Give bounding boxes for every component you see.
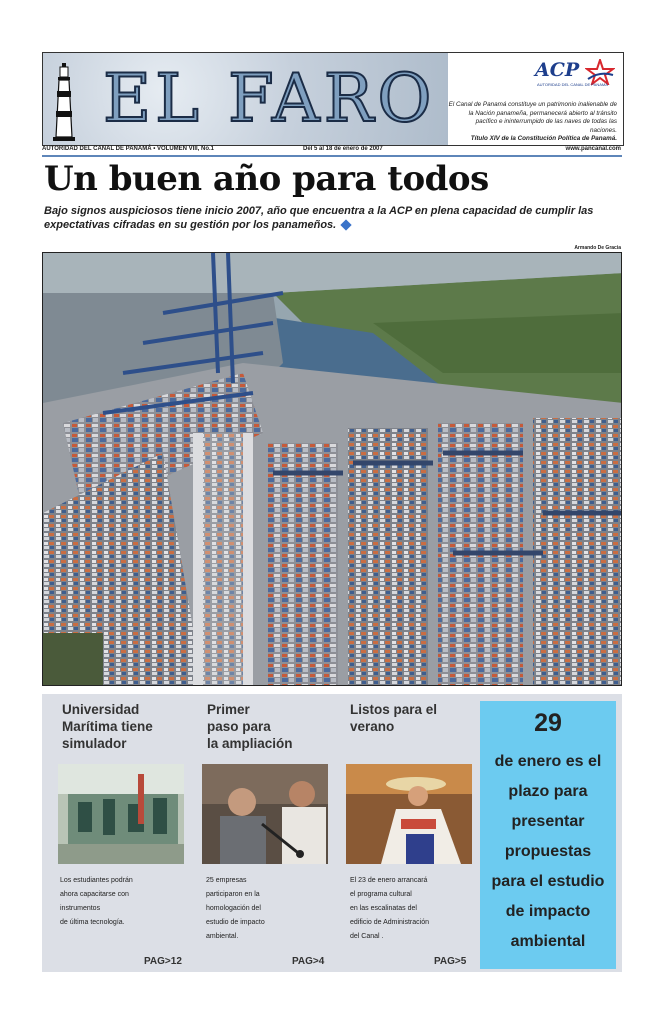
teaser-photo-simulator — [58, 764, 184, 864]
caption-line: estudio de impacto — [206, 919, 265, 926]
description-line: Título XIV de la Constitución Política de Panamá. — [470, 135, 617, 142]
callout-text — [480, 747, 616, 957]
caption-line: Los estudiantes podrán — [60, 877, 133, 884]
teaser-photo-dancer — [346, 764, 472, 864]
caption-line: de última tecnología. — [60, 919, 125, 926]
caption-line: 25 empresas — [206, 877, 247, 884]
teaser-title-line: Primer — [207, 702, 250, 717]
masthead — [42, 52, 624, 146]
page-ref-link[interactable]: PAG>5 — [434, 956, 467, 967]
masthead-banner — [43, 53, 448, 145]
teaser-title[interactable] — [350, 701, 480, 735]
teaser-photo-conference — [202, 764, 328, 864]
teaser-caption — [60, 874, 190, 930]
page-ref-link[interactable]: PAG>4 — [292, 956, 325, 967]
callout-line: de impacto — [505, 903, 591, 920]
acp-logo — [535, 59, 615, 97]
caption-line: del Canal . — [350, 933, 384, 940]
acp-logo-text: ACP — [535, 59, 580, 81]
teaser-title-line: Marítima tiene — [62, 719, 153, 734]
deadline-callout — [480, 701, 616, 969]
description-line: la Nación panameña, permanecerá abierto al tránsito — [468, 109, 617, 117]
teaser-title[interactable] — [207, 701, 337, 752]
headline: Un buen año para todos — [44, 159, 489, 199]
callout-line: plazo para — [508, 783, 588, 800]
teaser-title-line: simulador — [62, 736, 127, 751]
callout-line: presentar — [511, 813, 585, 830]
callout-line: ambiental — [510, 933, 586, 950]
hero-photo — [42, 252, 622, 686]
subheadline-text: Bajo signos auspiciosos tiene inicio 2007, año que encuentra a la ACP en plena capacidad de cumplir las expectativas cifradas en su gestión por los panameños. — [44, 205, 594, 231]
teaser-panel — [42, 694, 622, 972]
caption-line: ambiental. — [206, 933, 239, 940]
teaser-title[interactable] — [62, 701, 192, 752]
masthead-right — [448, 53, 623, 145]
lighthouse-icon — [49, 61, 79, 141]
teaser-title-line: Universidad — [62, 702, 140, 717]
masthead-title: EL FARO — [103, 60, 436, 137]
description-line: El Canal de Panamá constituye un patrimonio inalienable de — [448, 101, 617, 108]
caption-line: El 23 de enero arrancará — [350, 877, 428, 884]
caption-line: instrumentos — [60, 905, 101, 912]
caption-line: homologación del — [206, 905, 261, 912]
callout-line: propuestas — [504, 843, 592, 860]
teaser-title-line: Listos para el — [350, 702, 438, 717]
caption-line: edificio de Administración — [350, 919, 429, 926]
callout-line: de enero es el — [494, 753, 602, 770]
caption-line: en las escalinatas del — [350, 905, 417, 912]
teaser-title-line: la ampliación — [207, 736, 293, 751]
acp-logo-subtext: AUTORIDAD DEL CANAL DE PANAMÁ — [537, 82, 608, 87]
teaser-caption — [350, 874, 476, 944]
teaser-title-line: paso para — [207, 719, 271, 734]
masthead-description — [447, 101, 617, 144]
website-link[interactable]: www.pancanal.com — [565, 146, 621, 152]
callout-number: 29 — [534, 709, 562, 737]
teaser-caption — [206, 874, 326, 944]
issue-date: Del 5 al 18 de enero de 2007 — [303, 146, 383, 152]
page-ref-link[interactable]: PAG>12 — [144, 956, 182, 967]
subheadline — [44, 204, 624, 232]
description-line: pacífico e ininterrumpido de las naves de todas las naciones. — [475, 118, 617, 134]
teaser-title-line: verano — [350, 719, 395, 734]
callout-line: para el estudio — [491, 873, 605, 890]
caption-line: el programa cultural — [350, 891, 412, 898]
caption-line: participaron en la — [206, 891, 260, 898]
publisher-info: AUTORIDAD DEL CANAL DE PANAMÁ • VOLUMEN VIII, No.1 — [42, 146, 214, 152]
caption-line: ahora capacitarse con — [60, 891, 129, 898]
photo-credit: Armando De Gracia — [574, 245, 621, 251]
diamond-bullet-icon — [341, 219, 352, 230]
